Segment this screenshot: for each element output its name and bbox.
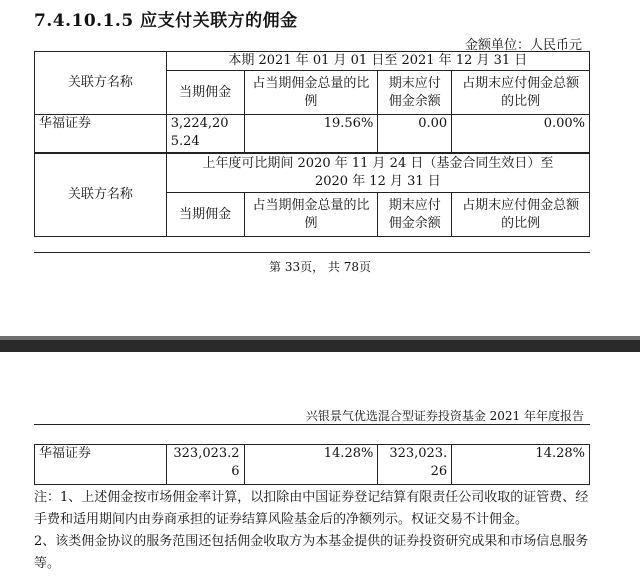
section-title: 7.4.10.1.5 应支付关联方的佣金 bbox=[34, 11, 298, 31]
header-payable-ratio: 占期末应付佣金总额的比例 bbox=[452, 71, 590, 115]
commission-table-current bbox=[34, 51, 590, 154]
header-party-name: 关联方名称 bbox=[35, 52, 167, 115]
table-row bbox=[35, 115, 590, 154]
page-footer: 第 33页， 共 78页 bbox=[269, 260, 371, 274]
cell-ratio: 19.56% bbox=[244, 115, 378, 154]
cell-payable-ratio: 14.28% bbox=[452, 445, 590, 485]
currency-unit: 金额单位：人民币元 bbox=[464, 38, 582, 53]
note-2: 2、该类佣金协议的服务范围还包括佣金收取方为本基金提供的证券投资研究成果和市场信息服务等。 bbox=[34, 534, 589, 571]
table-row bbox=[35, 445, 590, 485]
header-payable: 期末应付佣金余额 bbox=[378, 71, 452, 115]
commission-table-prior bbox=[34, 152, 590, 237]
header-commission: 当期佣金 bbox=[166, 71, 244, 115]
header-commission-ratio: 占当期佣金总量的比例 bbox=[244, 193, 378, 237]
report-header-rule bbox=[34, 424, 590, 425]
header-commission-ratio: 占当期佣金总量的比例 bbox=[244, 71, 378, 115]
cell-party: 华福证券 bbox=[35, 115, 167, 154]
header-payable: 期末应付佣金余额 bbox=[378, 193, 452, 237]
period-label: 上年度可比期间 2020 年 11 月 24 日（基金合同生效日）至 2020 年 12 月 31 日 bbox=[166, 153, 589, 193]
header-commission: 当期佣金 bbox=[166, 193, 244, 237]
page-bottom-rule bbox=[34, 252, 590, 253]
header-party-name: 关联方名称 bbox=[35, 153, 167, 237]
notes bbox=[34, 487, 590, 575]
cell-ratio: 14.28% bbox=[244, 445, 378, 485]
cell-commission: 323,023.26 bbox=[166, 445, 244, 485]
period-label: 本期 2021 年 01 月 01 日至 2021 年 12 月 31 日 bbox=[166, 52, 589, 71]
commission-table-prior-continued bbox=[34, 444, 590, 485]
page-break-band bbox=[0, 340, 640, 352]
cell-payable: 0.00 bbox=[378, 115, 452, 154]
report-header: 兴银景气优选混合型证券投资基金 2021 年年度报告 bbox=[305, 409, 584, 423]
header-payable-ratio: 占期末应付佣金总额的比例 bbox=[452, 193, 590, 237]
note-1: 注：1、上述佣金按市场佣金率计算，以扣除由中国证券登记结算有限责任公司收取的证管费、经手费和适用期间内由券商承担的证券结算风险基金后的净额列示。权证交易不计佣金。 bbox=[34, 490, 589, 527]
cell-payable: 323,023.26 bbox=[378, 445, 452, 485]
cell-payable-ratio: 0.00% bbox=[452, 115, 590, 154]
cell-commission: 3,224,205.24 bbox=[166, 115, 244, 154]
cell-party: 华福证券 bbox=[35, 445, 167, 485]
